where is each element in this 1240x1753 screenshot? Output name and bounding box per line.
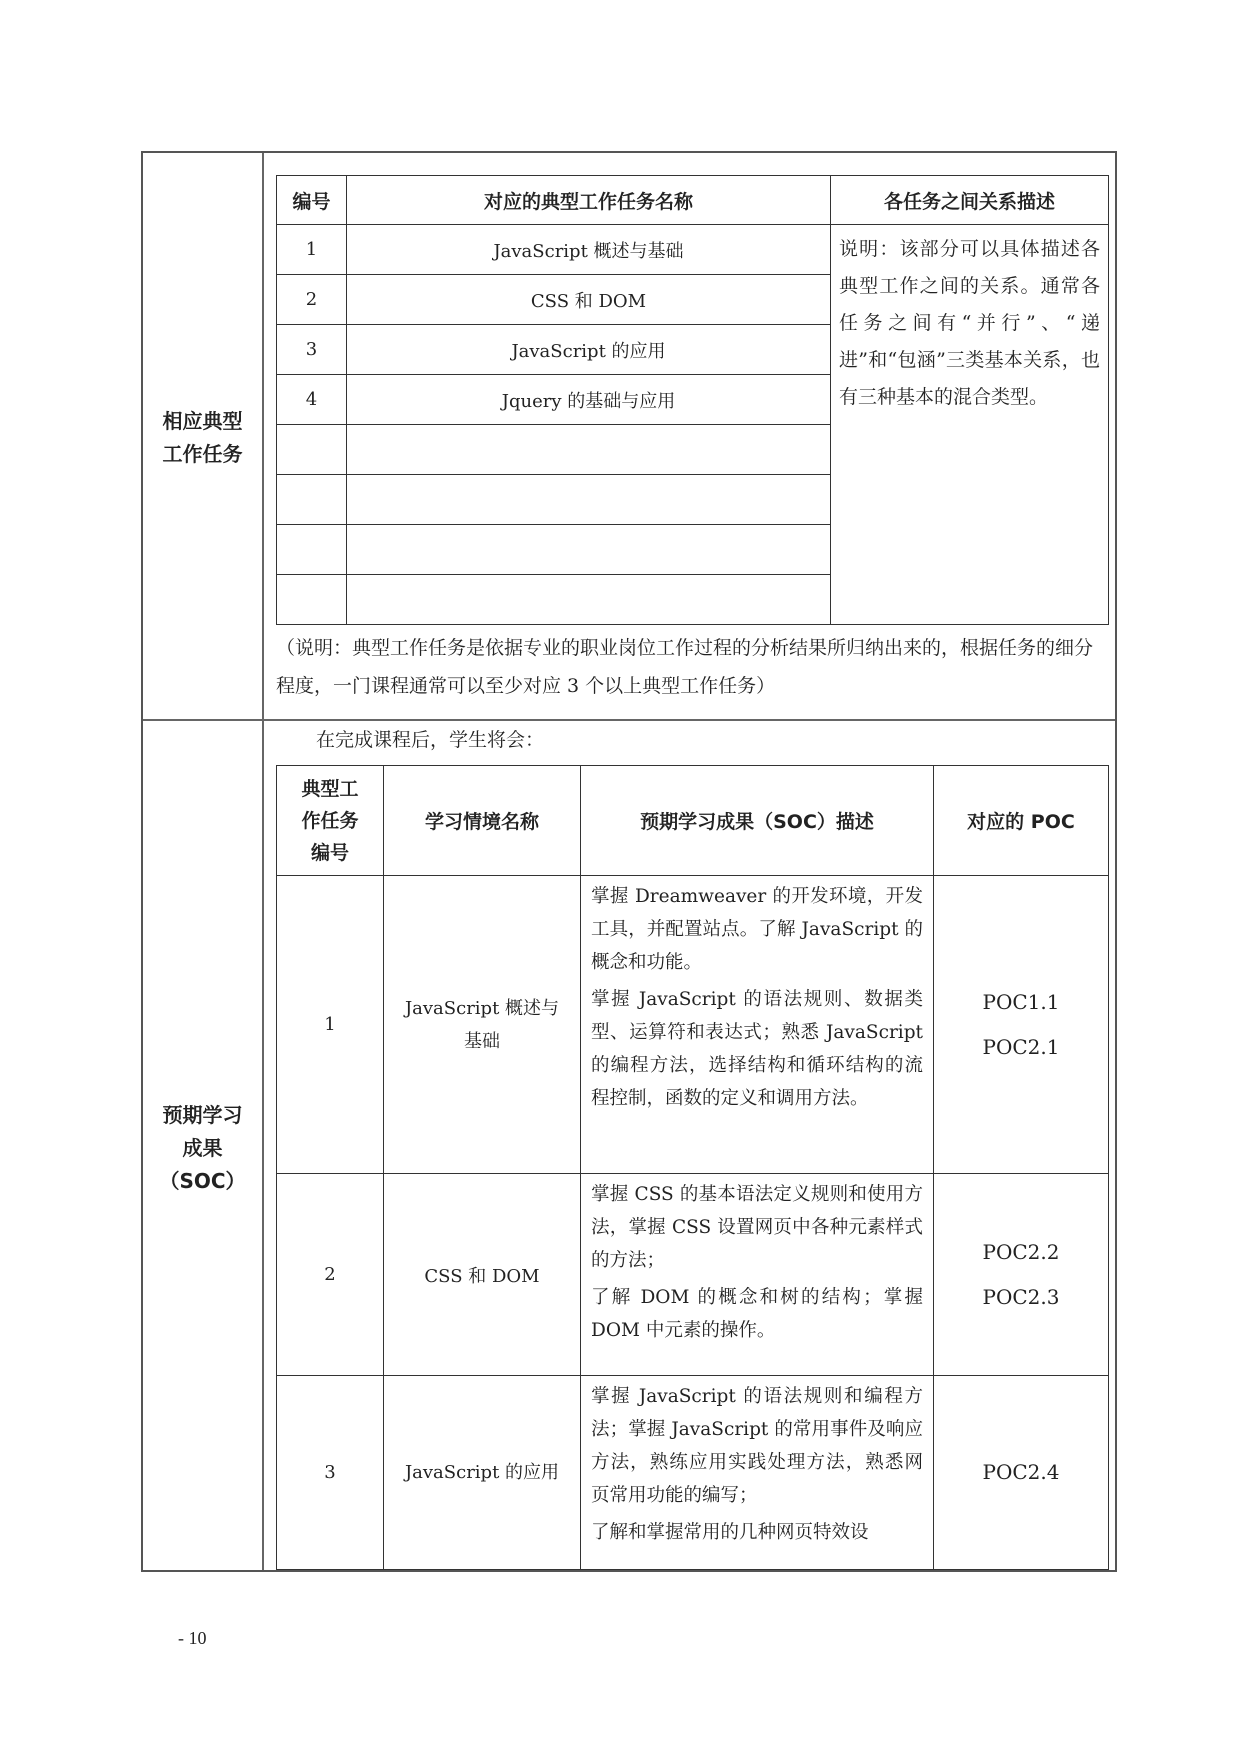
header-context-name: 学习情境名称 <box>384 766 581 876</box>
section-divider <box>143 719 1115 721</box>
task-name: JavaScript 的应用 <box>347 325 831 375</box>
soc-paragraph: 掌握 JavaScript 的语法规则、数据类型、运算符和表达式；熟悉 JavaScript 的编程方法，选择结构和循环结构的流程控制，函数的定义和调用方法。 <box>591 989 923 1109</box>
soc-paragraph: 掌握 CSS 的基本语法定义规则和使用方法，掌握 CSS 设置网页中各种元素样式的方法； <box>591 1184 923 1271</box>
soc-paragraph: 了解 DOM 的概念和树的结构；掌握 DOM 中元素的操作。 <box>591 1287 923 1341</box>
soc-description <box>581 1174 934 1376</box>
task-number: 4 <box>277 375 347 425</box>
soc-paragraph: 了解和掌握常用的几种网页特效设 <box>591 1522 869 1543</box>
label-line: 相应典型 <box>162 409 243 433</box>
task-number: 3 <box>277 325 347 375</box>
table-row <box>277 876 1109 1174</box>
header-poc: 对应的 POC <box>934 766 1109 876</box>
task-number: 1 <box>277 876 384 1174</box>
context-name: CSS 和 DOM <box>384 1174 581 1376</box>
typical-tasks-table <box>276 175 1109 625</box>
task-name: JavaScript 概述与基础 <box>347 225 831 275</box>
table-row <box>277 225 1109 275</box>
soc-paragraph: 掌握 JavaScript 的语法规则和编程方法；掌握 JavaScript 的常用事件及响应方法，熟练应用实践处理方法，熟悉网页常用功能的编写； <box>591 1386 923 1506</box>
header-soc-description: 预期学习成果（SOC）描述 <box>581 766 934 876</box>
poc-item: POC2.1 <box>982 1034 1060 1059</box>
task-number: 2 <box>277 1174 384 1376</box>
soc-description <box>581 1376 934 1570</box>
soc-intro: 在完成课程后，学生将会： <box>316 729 545 751</box>
header-task-number: 典型工作任务编号 <box>277 766 384 876</box>
label-line: （SOC） <box>159 1169 246 1193</box>
soc-table <box>276 765 1109 1570</box>
task-name <box>347 475 831 525</box>
header-task-name: 对应的典型工作任务名称 <box>347 176 831 225</box>
task-name <box>347 575 831 625</box>
page-number: - 10 <box>178 1628 207 1648</box>
soc-description <box>581 876 934 1174</box>
poc-item: POC2.2 <box>982 1239 1060 1264</box>
task-number <box>277 425 347 475</box>
context-name: JavaScript 概述与基础 <box>384 876 581 1174</box>
poc-cell <box>934 1376 1109 1570</box>
task-number <box>277 575 347 625</box>
tasks-note: （说明：典型工作任务是依据专业的职业岗位工作过程的分析结果所归纳出来的，根据任务的细分程度，一门课程通常可以至少对应 3 个以上典型工作任务） <box>276 637 1094 697</box>
task-number <box>277 525 347 575</box>
course-table <box>141 151 1117 1572</box>
task-number <box>277 475 347 525</box>
poc-item: POC2.3 <box>982 1284 1060 1309</box>
poc-item: POC1.1 <box>982 989 1060 1014</box>
task-number: 1 <box>277 225 347 275</box>
label-line: 工作任务 <box>162 442 243 466</box>
task-name <box>347 525 831 575</box>
header-relation: 各任务之间关系描述 <box>831 176 1109 225</box>
task-number: 2 <box>277 275 347 325</box>
section-label-typical-tasks <box>143 405 262 471</box>
task-name: CSS 和 DOM <box>347 275 831 325</box>
column-divider <box>262 153 264 1570</box>
label-line: 成果 <box>182 1136 223 1160</box>
header-number: 编号 <box>277 176 347 225</box>
task-name: Jquery 的基础与应用 <box>347 375 831 425</box>
table-row <box>277 1376 1109 1570</box>
task-number: 3 <box>277 1376 384 1570</box>
poc-cell <box>934 1174 1109 1376</box>
section-label-soc <box>143 1099 262 1198</box>
soc-paragraph: 掌握 Dreamweaver 的开发环境，开发工具，并配置站点。了解 JavaScript 的概念和功能。 <box>591 886 923 973</box>
task-name <box>347 425 831 475</box>
poc-cell <box>934 876 1109 1174</box>
label-line: 预期学习 <box>162 1103 243 1127</box>
context-name: JavaScript 的应用 <box>384 1376 581 1570</box>
table-row <box>277 1174 1109 1376</box>
relation-description: 说明：该部分可以具体描述各典型工作之间的关系。通常各任务之间有“并行”、“递进”和“包涵”三类基本关系，也有三种基本的混合类型。 <box>831 225 1109 625</box>
poc-item: POC2.4 <box>982 1460 1060 1484</box>
